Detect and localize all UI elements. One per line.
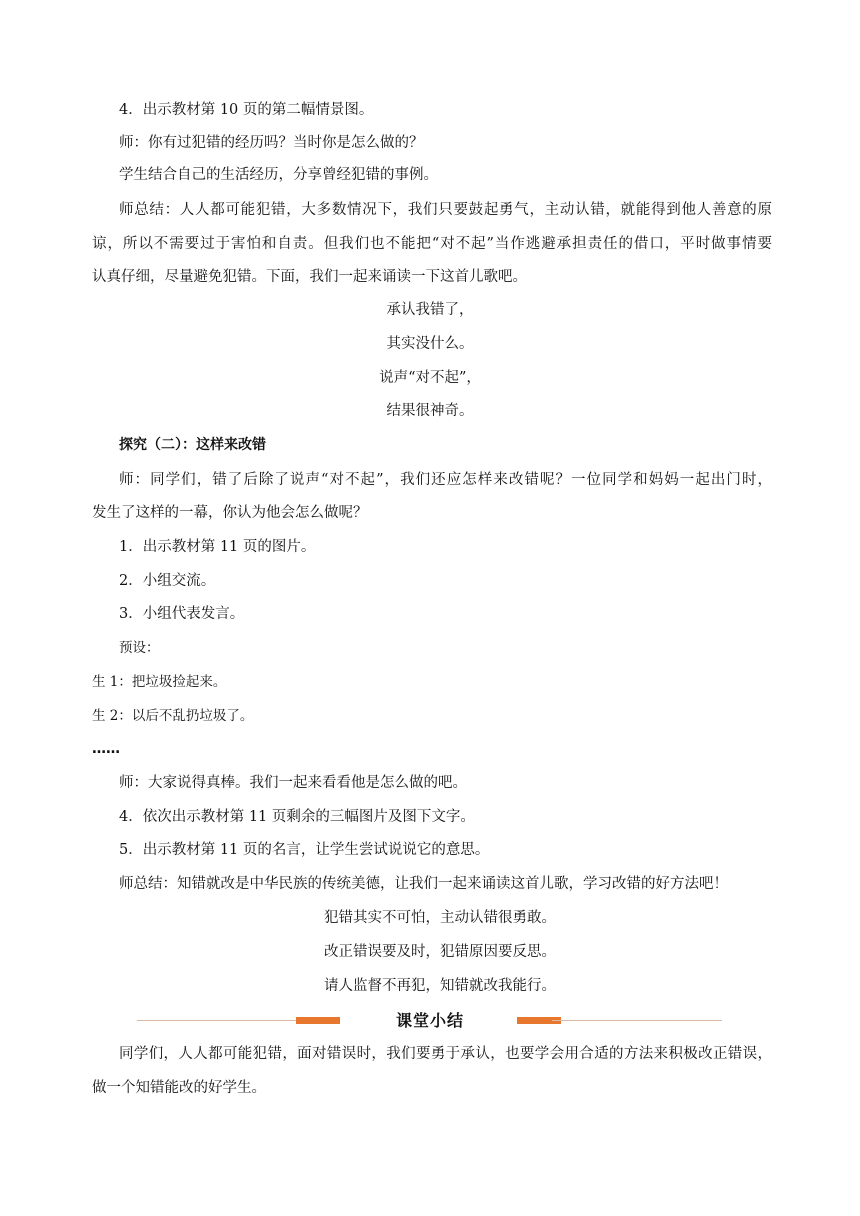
- conclusion-title: 课堂小结: [395, 1011, 464, 1030]
- step-4-line: 4．出示教材第 10 页的第二幅情景图。: [119, 102, 374, 118]
- step-3: 3．小组代表发言。: [119, 606, 245, 622]
- poem2-line: 改正错误要及时，犯错原因要反思。: [324, 944, 556, 960]
- preset-label: 预设：: [119, 640, 160, 656]
- poem1-line: 承认我错了，: [386, 302, 474, 318]
- poem1-line: 说声“对不起”，: [379, 370, 481, 386]
- step-4: 4．依次出示教材第 11 页剩余的三幅图片及图下文字。: [119, 809, 475, 825]
- conclusion-line-2: 做一个知错能改的好学生。: [92, 1080, 266, 1096]
- section2-para-line-2: 发生了这样的一幕，你认为他会怎么做呢？: [92, 505, 368, 521]
- teacher-summary-line-2: 谅，所以不需要过于害怕和自责。但我们也不能把“对不起”当作逃避承担责任的借口，平时做事情要: [92, 236, 772, 252]
- teacher-question: 师：你有过犯错的经历吗？当时你是怎么做的？: [119, 135, 424, 151]
- conclusion-line-1: 同学们，人人都可能犯错，面对错误时，我们要勇于承认，也要学会用合适的方法来积极改正错误，: [119, 1046, 772, 1062]
- divider-right-rule: [552, 1020, 722, 1021]
- student-answer-1: 生 1：把垃圾捡起来。: [92, 674, 227, 690]
- step-5: 5．出示教材第 11 页的名言，让学生尝试说说它的意思。: [119, 842, 490, 858]
- poem2-line: 请人监督不再犯，知错就改我能行。: [324, 978, 556, 994]
- teacher-praise: 师：大家说得真棒。我们一起来看看他是怎么做的吧。: [119, 775, 467, 791]
- section2-para-line-1: 师：同学们，错了后除了说声“对不起”，我们还应怎样来改错呢？一位同学和妈妈一起出门时，: [119, 472, 772, 488]
- section-heading: 探究（二）：这样来改错: [119, 437, 266, 453]
- poem2-line: 犯错其实不可怕，主动认错很勇敢。: [324, 910, 556, 926]
- student-activity: 学生结合自己的生活经历，分享曾经犯错的事例。: [119, 167, 438, 183]
- poem1-line: 其实没什么。: [386, 336, 474, 352]
- teacher-summary-2: 师总结：知错就改是中华民族的传统美德，让我们一起来诵读这首儿歌，学习改错的好方法吧！: [119, 876, 728, 892]
- step-1: 1．出示教材第 11 页的图片。: [119, 539, 316, 555]
- ellipsis: ……: [92, 741, 120, 757]
- teacher-summary-line-3: 认真仔细，尽量避免犯错。下面，我们一起来诵读一下这首儿歌吧。: [92, 269, 527, 285]
- teacher-summary-line-1: 师总结：人人都可能犯错，大多数情况下，我们只要鼓起勇气，主动认错，就能得到他人善意的原: [119, 202, 772, 218]
- poem1-line: 结果很神奇。: [386, 403, 474, 419]
- step-2: 2．小组交流。: [119, 573, 216, 589]
- student-answer-2: 生 2：以后不乱扔垃圾了。: [92, 708, 254, 724]
